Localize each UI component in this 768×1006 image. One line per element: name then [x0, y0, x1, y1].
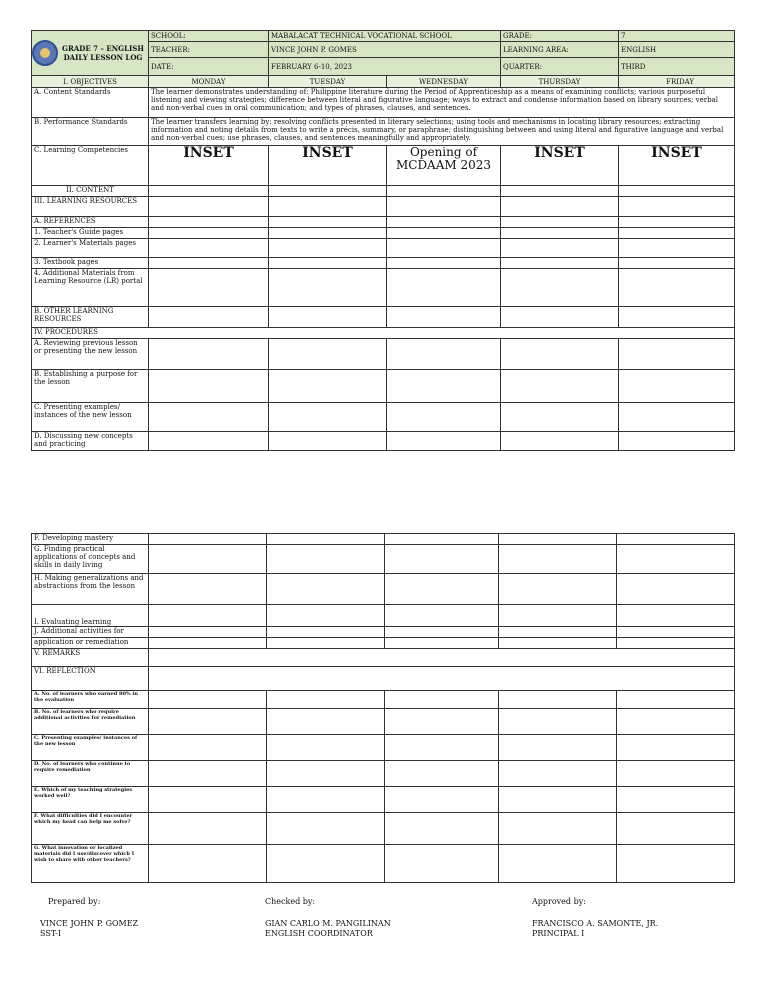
procedures-heading: IV. PROCEDURES	[32, 328, 735, 339]
approved-by-label: Approved by:	[532, 897, 586, 906]
prepared-by-name: VINCE JOHN P. GOMEZ	[40, 919, 139, 928]
checked-by-label: Checked by:	[265, 897, 316, 906]
content-standards-label: A. Content Standards	[32, 88, 149, 118]
day-monday: MONDAY	[149, 76, 269, 88]
reflection-d-label: D. No. of learners who continue to require remediation	[32, 761, 149, 787]
objectives-heading: I. OBJECTIVES	[32, 76, 149, 88]
prepared-by-block	[40, 897, 138, 939]
school-value: MABALACAT TECHNICAL VOCATIONAL SCHOOL	[269, 31, 501, 42]
date-label: DATE:	[149, 58, 269, 76]
lesson-log-table-page1	[31, 30, 735, 451]
teacher-label: TEACHER:	[149, 42, 269, 58]
learning-area-value: ENGLISH	[619, 42, 735, 58]
reflection-heading: VI. REFLECTION	[32, 667, 149, 691]
competency-friday: INSET	[619, 146, 735, 186]
competency-wednesday: Opening of MCDAAM 2023	[387, 146, 501, 186]
day-tuesday: TUESDAY	[269, 76, 387, 88]
performance-standards-label: B. Performance Standards	[32, 118, 149, 146]
competencies-label: C. Learning Competencies	[32, 146, 149, 186]
doc-title-line1: GRADE 7 – ENGLISH	[62, 44, 144, 53]
competency-monday: INSET	[149, 146, 269, 186]
prepared-by-label: Prepared by:	[48, 897, 101, 906]
quarter-label: QUARTER:	[501, 58, 619, 76]
textbook-pages-label: 3. Textbook pages	[32, 258, 149, 269]
approved-by-name: FRANCISCO A. SAMONTE, JR.	[532, 919, 659, 928]
generalizations-label: H. Making generalizations and abstractions from the lesson	[32, 574, 149, 605]
grade-label: GRADE:	[501, 31, 619, 42]
grade-value: 7	[619, 31, 735, 42]
checked-by-name: GIAN CARLO M. PANGILINAN	[265, 919, 391, 928]
lesson-log-table-page2	[31, 533, 735, 883]
content-standards-text: The learner demonstrates understanding of: Philippine literature during the Period of Apprenticeship as a means of examining conflicts; various purposeful listening and viewing strategies; difference between literal and figurative language; ways to extract and condense information based on library sources; verbal and non-verbal cues in oral communication; and types of phrases, clauses, and sentences.	[149, 88, 735, 118]
reflection-f-label: F. What difficulties did I encounter which my head can help me solve?	[32, 813, 149, 845]
references-heading: A. REFERENCES	[32, 217, 149, 228]
checked-by-block	[265, 897, 391, 939]
prepared-by-title: SST-I	[40, 929, 61, 938]
reflection-a-label: A. No. of learners who earned 80% in the evaluation	[32, 691, 149, 709]
evaluating-learning-label: I. Evaluating learning	[32, 605, 149, 627]
reflection-e-label: E. Which of my teaching strategies worked well?	[32, 787, 149, 813]
doc-title-line2: DAILY LESSON LOG	[63, 53, 143, 62]
procedure-c-label: C. Presenting examples/ instances of the new lesson	[32, 403, 149, 432]
day-wednesday: WEDNESDAY	[387, 76, 501, 88]
reflection-b-label: B. No. of learners who require additional activities for remediation	[32, 709, 149, 735]
teacher-value: VINCE JOHN P. GOMES	[269, 42, 501, 58]
lm-pages-label: 2. Learner's Materials pages	[32, 239, 149, 258]
performance-standards-text: The learner transfers learning by: resolving conflicts presented in literary selections; using tools and mechanisms in locating library resources; extracting information and noting details from texts to write a précis, summary, or paraphrase; distinguishing between and using literal and figurative language and verbal and non-verbal cues; use phrases, clauses, and sentences meaningfully and appropriately.	[149, 118, 735, 146]
practical-applications-label: G. Finding practical applications of concepts and skills in daily living	[32, 545, 149, 574]
content-heading: II. CONTENT	[32, 186, 149, 197]
reflection-g-label: G. What innovation or localized materials did I use/discover which I wish to share with other teachers?	[32, 845, 149, 883]
remarks-heading: V. REMARKS	[32, 649, 149, 667]
competency-thursday: INSET	[501, 146, 619, 186]
additional-activities-label: J. Additional activities for	[32, 627, 149, 638]
school-label: SCHOOL:	[149, 31, 269, 42]
developing-mastery-label: F. Developing mastery	[32, 534, 149, 545]
deped-seal-icon	[32, 40, 58, 66]
tg-pages-label: 1. Teacher's Guide pages	[32, 228, 149, 239]
approved-by-block	[532, 897, 658, 939]
procedure-b-label: B. Establishing a purpose for the lesson	[32, 370, 149, 403]
resources-heading: III. LEARNING RESOURCES	[32, 197, 149, 217]
reflection-c-label: C. Presenting examples/ instances of the new lesson	[32, 735, 149, 761]
learning-area-label: LEARNING AREA:	[501, 42, 619, 58]
quarter-value: THIRD	[619, 58, 735, 76]
date-value: FEBRUARY 6-10, 2023	[269, 58, 501, 76]
approved-by-title: PRINCIPAL I	[532, 929, 585, 938]
day-friday: FRIDAY	[619, 76, 735, 88]
checked-by-title: ENGLISH COORDINATOR	[265, 929, 373, 938]
logo-cell	[32, 31, 149, 76]
competency-tuesday: INSET	[269, 146, 387, 186]
day-thursday: THURSDAY	[501, 76, 619, 88]
other-resources-label: B. OTHER LEARNING RESOURCES	[32, 307, 149, 328]
procedure-a-label: A. Reviewing previous lesson or presenting the new lesson	[32, 339, 149, 370]
application-remediation-label: application or remediation	[32, 638, 149, 649]
procedure-d-label: D. Discussing new concepts and practicing	[32, 432, 149, 451]
additional-materials-label: 4. Additional Materials from Learning Resource (LR) portal	[32, 269, 149, 307]
